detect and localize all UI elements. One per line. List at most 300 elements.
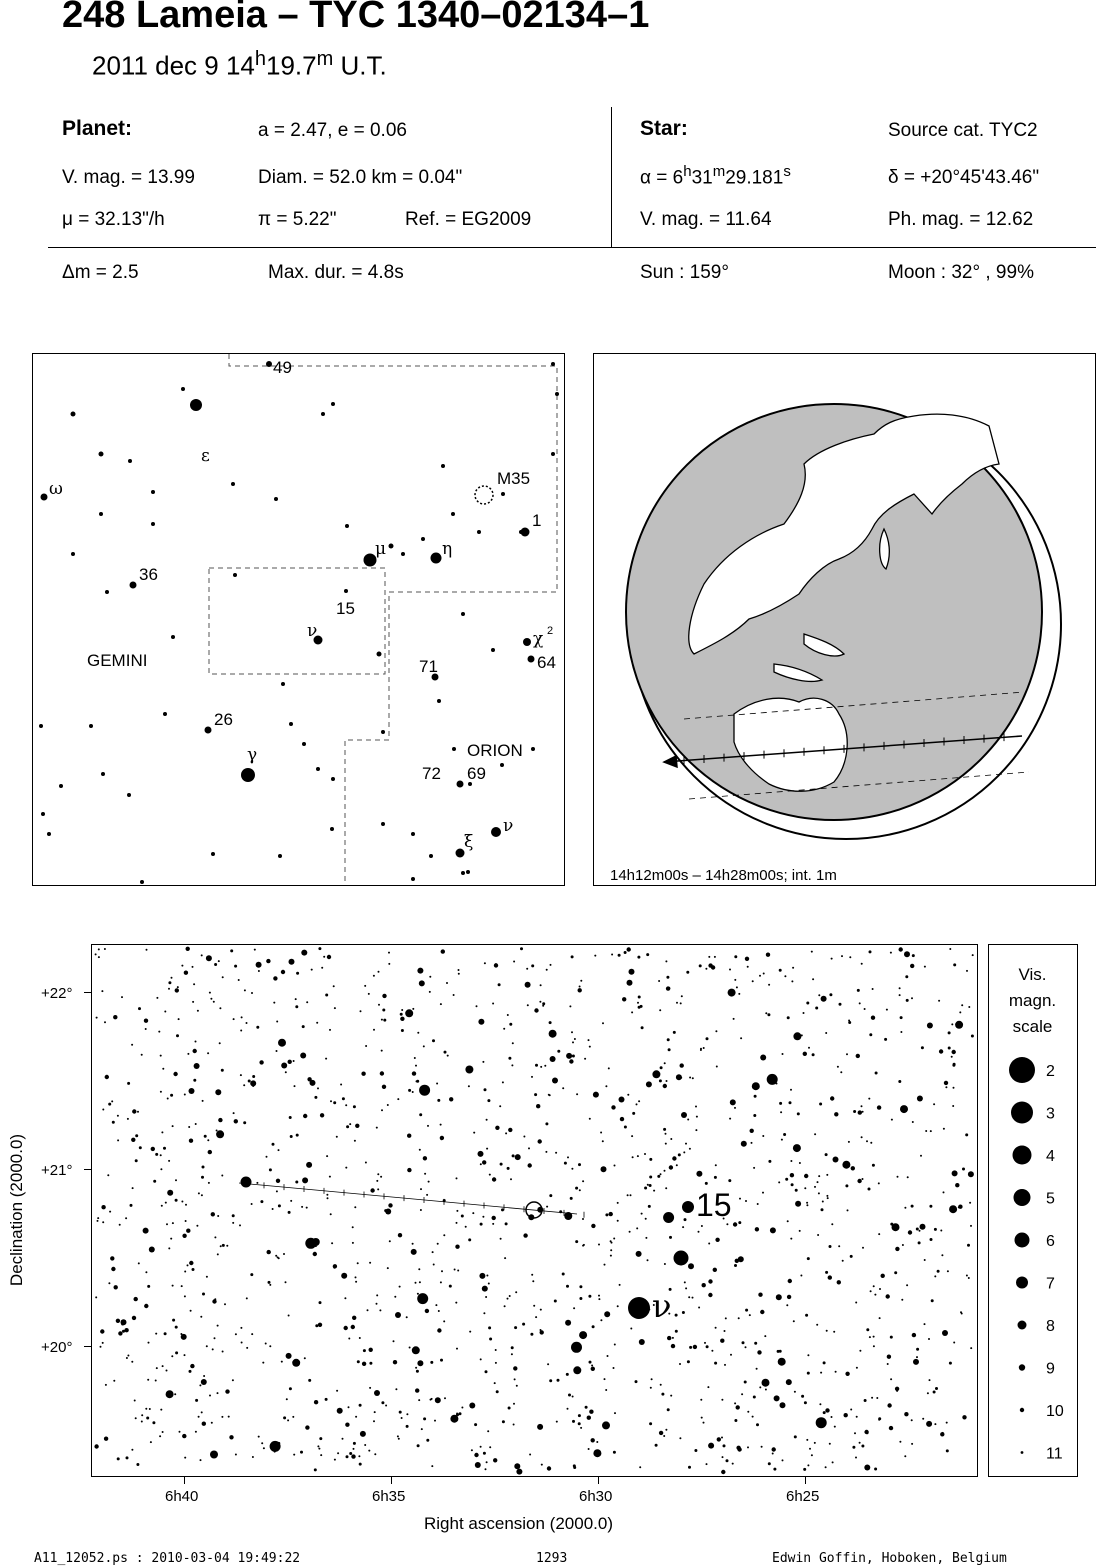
field-star (582, 1218, 584, 1220)
field-star (933, 1103, 935, 1105)
field-star (851, 1166, 855, 1170)
field-star (415, 1282, 417, 1284)
field-star (513, 1403, 515, 1405)
field-star (172, 1319, 175, 1322)
field-star (726, 1459, 729, 1462)
field-star (131, 1449, 133, 1451)
field-star (637, 956, 640, 959)
field-star (708, 1279, 712, 1283)
xtick-mark-3 (598, 1477, 599, 1484)
planet-parallax: π = 5.22" (258, 209, 337, 230)
field-star (683, 1151, 685, 1153)
field-star (418, 1399, 420, 1401)
field-star (290, 1200, 292, 1202)
field-star (364, 985, 366, 987)
field-star (567, 1408, 569, 1410)
field-star (325, 1398, 328, 1401)
label-orion: ORION (467, 741, 523, 760)
scale-dot-mag-7 (1016, 1277, 1028, 1289)
field-star (650, 1387, 652, 1389)
finder-star (519, 530, 523, 534)
field-star (161, 1205, 163, 1207)
field-star (427, 1125, 429, 1127)
field-star (557, 1050, 560, 1053)
field-star (505, 1222, 508, 1225)
field-star (95, 1296, 97, 1298)
field-star (540, 984, 542, 986)
finder-star (551, 452, 555, 456)
field-star (194, 1063, 200, 1069)
field-star (281, 1361, 283, 1363)
field-star (868, 1098, 870, 1100)
field-star (572, 1396, 574, 1398)
field-star (693, 1345, 697, 1349)
field-star (480, 1163, 482, 1165)
field-star (301, 1206, 303, 1208)
field-star (278, 1204, 281, 1207)
field-star (887, 1355, 891, 1359)
field-star (461, 1215, 464, 1218)
field-star (752, 1082, 760, 1090)
field-star (168, 1247, 170, 1249)
field-star (833, 1331, 835, 1333)
field-star (232, 1214, 235, 1217)
field-star (944, 1081, 948, 1085)
field-star (436, 1083, 438, 1085)
field-star (608, 1067, 610, 1069)
finder-star (41, 494, 48, 501)
field-star (485, 1370, 488, 1373)
field-star (226, 1245, 228, 1247)
field-star (144, 1304, 148, 1308)
field-star (474, 1423, 477, 1426)
field-star (861, 1136, 863, 1138)
field-star (296, 972, 299, 975)
label-chi-sup: 2 (547, 625, 554, 637)
field-star (826, 1174, 828, 1176)
field-star (924, 1323, 926, 1325)
field-star (924, 966, 926, 968)
finder-star (381, 822, 385, 826)
globe-time-caption: 14h12m00s – 14h28m00s; int. 1m (610, 867, 837, 884)
field-star (288, 1211, 291, 1214)
field-star (929, 1379, 931, 1381)
field-star (584, 1058, 586, 1060)
field-star (958, 1206, 960, 1208)
field-star (613, 1238, 615, 1240)
finder-star (151, 522, 155, 526)
field-star (520, 947, 523, 950)
field-star (119, 1224, 121, 1226)
moon-info: Moon : 32° , 99% (888, 262, 1034, 283)
field-star (266, 959, 270, 963)
field-star (854, 1432, 856, 1434)
field-star (646, 1081, 652, 1087)
field-star (755, 1227, 759, 1231)
field-star (636, 1103, 638, 1105)
field-star (429, 991, 431, 993)
field-star (906, 1284, 908, 1286)
field-star (949, 948, 951, 950)
field-star (353, 1442, 356, 1445)
field-star (412, 1346, 420, 1354)
label-64: 64 (537, 653, 556, 672)
label-star-15: 15 (696, 1187, 732, 1223)
field-star (739, 1198, 741, 1200)
magnitude-scale (988, 944, 1078, 1477)
field-star (430, 1399, 432, 1401)
field-star (376, 1127, 378, 1129)
field-star (126, 1357, 128, 1359)
field-star (254, 949, 256, 951)
field-star (116, 1319, 120, 1323)
field-star (715, 1238, 719, 1242)
field-star (500, 1163, 503, 1166)
field-star (495, 1349, 497, 1351)
field-star (598, 1295, 600, 1297)
field-star (776, 1294, 782, 1300)
field-star (417, 1293, 419, 1295)
planet-motion: μ = 32.13"/h (62, 209, 165, 230)
field-star (170, 1094, 173, 1097)
field-star (799, 1162, 801, 1164)
field-star (682, 1311, 685, 1314)
field-star (294, 1085, 296, 1087)
field-star (579, 1189, 581, 1191)
field-star (377, 1188, 379, 1190)
field-star (482, 1061, 484, 1063)
field-star (823, 1411, 826, 1414)
field-star (473, 1132, 475, 1134)
field-star (791, 980, 793, 982)
field-star (952, 1064, 955, 1067)
field-star (852, 1446, 855, 1449)
field-star (417, 968, 423, 974)
field-star (241, 1016, 243, 1018)
field-star (871, 1016, 875, 1020)
field-star (162, 1431, 164, 1433)
field-star (579, 986, 581, 988)
field-star (778, 1358, 786, 1366)
field-star (934, 1275, 936, 1277)
field-star (155, 1333, 157, 1335)
field-star (374, 1411, 376, 1413)
label-72: 72 (422, 764, 441, 783)
field-star (605, 1213, 608, 1216)
field-star (899, 1441, 901, 1443)
field-star (233, 1018, 235, 1020)
finder-star (377, 652, 382, 657)
field-star (251, 992, 253, 994)
field-star (966, 970, 968, 972)
field-star (848, 1141, 850, 1143)
field-star (552, 1078, 558, 1084)
field-star (818, 1175, 820, 1177)
field-star (158, 1031, 160, 1033)
field-star (127, 1082, 130, 1085)
finder-star (316, 767, 320, 771)
field-star (214, 963, 217, 966)
label-1: 1 (532, 511, 542, 530)
field-star (509, 1295, 511, 1297)
finder-star (140, 880, 144, 884)
field-star (927, 1392, 929, 1394)
field-star (121, 1319, 127, 1325)
field-star (809, 1448, 811, 1450)
field-star (401, 1009, 403, 1011)
field-star (333, 985, 335, 987)
star-declination: δ = +20°45'43.46" (888, 167, 1040, 188)
field-star (184, 1295, 186, 1297)
field-star (663, 1084, 667, 1088)
field-star (416, 1370, 419, 1373)
field-star (884, 1038, 887, 1041)
field-star (770, 1227, 776, 1233)
field-star (825, 1271, 828, 1274)
field-star (601, 1166, 607, 1172)
field-star (203, 1375, 205, 1377)
field-star (750, 1129, 754, 1133)
field-star (184, 1271, 186, 1273)
field-star (310, 1080, 316, 1086)
field-star (518, 1465, 520, 1467)
scale-dot-mag-10 (1020, 1408, 1024, 1412)
field-star (659, 1009, 661, 1011)
label-epsilon: ε (201, 446, 210, 466)
field-star (246, 1347, 248, 1349)
field-star (240, 1074, 242, 1076)
label-mu: μ (375, 539, 387, 559)
field-star (98, 948, 100, 950)
field-star (217, 1253, 219, 1255)
field-star (538, 1139, 542, 1143)
field-star (627, 1094, 629, 1096)
field-star (535, 1064, 538, 1067)
field-star (569, 1005, 571, 1007)
field-star (259, 1060, 263, 1064)
field-star (333, 1267, 335, 1269)
field-star (127, 1118, 129, 1120)
field-star (953, 963, 956, 966)
field-star (575, 1187, 578, 1190)
field-star (228, 1416, 230, 1418)
footer-page-number: 1293 (536, 1551, 568, 1566)
field-star (444, 1051, 447, 1054)
field-star (175, 1199, 178, 1202)
field-star (393, 1340, 395, 1342)
finder-star (39, 724, 43, 728)
field-star (815, 1007, 818, 1010)
field-star (660, 1384, 662, 1386)
field-star (411, 1249, 417, 1255)
field-star (252, 1456, 254, 1458)
field-star (208, 1182, 210, 1184)
field-star (232, 1222, 234, 1224)
field-star (924, 1259, 926, 1261)
field-star (496, 1390, 499, 1393)
field-star (112, 1121, 115, 1124)
field-star (591, 1367, 595, 1371)
field-star (754, 1095, 757, 1098)
field-star (685, 1287, 687, 1289)
finder-star (437, 699, 441, 703)
field-star (850, 1409, 852, 1411)
field-star (187, 1053, 189, 1055)
field-star (499, 1105, 501, 1107)
field-star (468, 1085, 470, 1087)
field-star (541, 1464, 543, 1466)
field-star (759, 975, 761, 977)
field-star (749, 1314, 751, 1316)
field-star (465, 1226, 467, 1228)
field-star (511, 1346, 514, 1349)
field-star (837, 1066, 839, 1068)
star-phmag: Ph. mag. = 12.62 (888, 209, 1034, 230)
field-star (269, 1284, 271, 1286)
field-star (817, 1181, 819, 1183)
field-star (833, 1157, 839, 1163)
field-star (415, 1388, 419, 1392)
field-star (101, 990, 103, 992)
field-star (359, 1463, 362, 1466)
field-star (729, 969, 731, 971)
field-star (961, 1004, 963, 1006)
field-star (446, 982, 448, 984)
field-star (724, 1364, 726, 1366)
field-star (244, 989, 246, 991)
field-star (935, 1387, 938, 1390)
field-star (812, 978, 814, 980)
field-star (804, 1187, 806, 1189)
field-star (359, 1337, 361, 1339)
field-star (461, 1407, 463, 1409)
field-star (804, 1401, 807, 1404)
field-star (421, 1428, 423, 1430)
finder-star (555, 392, 559, 396)
field-star (387, 1104, 389, 1106)
field-star (953, 1342, 955, 1344)
field-star (468, 1238, 471, 1241)
page-title: 248 Lameia – TYC 1340–02134–1 (62, 0, 650, 36)
field-star (912, 1333, 916, 1337)
field-star (494, 963, 498, 967)
ytick-20: +20° (41, 1339, 73, 1356)
field-star (430, 1361, 433, 1364)
field-star (904, 1412, 908, 1416)
field-star (336, 1136, 338, 1138)
field-star (394, 1296, 396, 1298)
ytick-mark-20 (84, 1346, 91, 1347)
field-star (139, 1146, 142, 1149)
field-star (359, 1404, 362, 1407)
field-star (700, 1048, 702, 1050)
field-star (948, 1031, 951, 1034)
field-star (273, 976, 277, 980)
star-source-catalog: Source cat. TYC2 (888, 120, 1038, 141)
field-star (252, 1075, 255, 1078)
field-star (765, 1389, 767, 1391)
field-star (869, 1336, 871, 1338)
field-star (829, 1245, 832, 1248)
field-star (212, 1299, 216, 1303)
field-star (779, 1350, 782, 1353)
field-star (385, 1405, 387, 1407)
scale-label-mag-10: 10 (1046, 1403, 1064, 1420)
planet-heading: Planet: (62, 117, 133, 140)
field-star (659, 1431, 663, 1435)
field-star (567, 1156, 569, 1158)
field-star (947, 1270, 949, 1272)
field-star (150, 1441, 152, 1443)
field-star (193, 1079, 196, 1082)
field-star (929, 1205, 932, 1208)
scale-title-1: Vis. (1018, 965, 1047, 984)
field-star (181, 965, 183, 967)
field-star (899, 994, 901, 996)
field-star (587, 1416, 591, 1420)
field-star (676, 1002, 678, 1004)
field-star (818, 994, 820, 996)
field-star (651, 1378, 653, 1380)
field-star (239, 1224, 241, 1226)
field-star (122, 1330, 125, 1333)
field-star (680, 1077, 682, 1079)
field-star (181, 1334, 187, 1340)
finder-star (345, 524, 349, 528)
field-star (630, 1194, 632, 1196)
field-star (665, 1143, 667, 1145)
field-star (382, 1085, 386, 1089)
field-star (931, 1299, 934, 1302)
m35-cluster-marker (475, 486, 493, 504)
field-star (705, 968, 707, 970)
field-star (864, 1008, 866, 1010)
finder-star (451, 512, 455, 516)
field-star (732, 1463, 734, 1465)
field-star (912, 1121, 914, 1123)
field-star (406, 1425, 409, 1428)
field-star (645, 1237, 647, 1239)
field-star (512, 1042, 514, 1044)
field-star (738, 1221, 741, 1224)
field-star (412, 1091, 414, 1093)
field-star (806, 1439, 808, 1441)
field-star (456, 1222, 458, 1224)
field-star (904, 1207, 906, 1209)
field-star (707, 1386, 709, 1388)
field-star (382, 1009, 385, 1012)
field-star (472, 1212, 474, 1214)
field-star (721, 1437, 723, 1439)
field-star (340, 1084, 342, 1086)
field-star (672, 1337, 674, 1339)
field-star (260, 1200, 263, 1203)
field-star (143, 1228, 149, 1234)
field-star (419, 1281, 421, 1283)
field-star (532, 1280, 534, 1282)
field-star (388, 952, 390, 954)
field-star (190, 1364, 194, 1368)
field-star (185, 1204, 187, 1206)
field-star (321, 967, 323, 969)
field-star (286, 1398, 288, 1400)
field-star (96, 1017, 98, 1019)
field-star (104, 1021, 106, 1023)
field-star (768, 1160, 771, 1163)
field-star (170, 1238, 172, 1240)
field-star (670, 1395, 672, 1397)
field-star (592, 1325, 595, 1328)
